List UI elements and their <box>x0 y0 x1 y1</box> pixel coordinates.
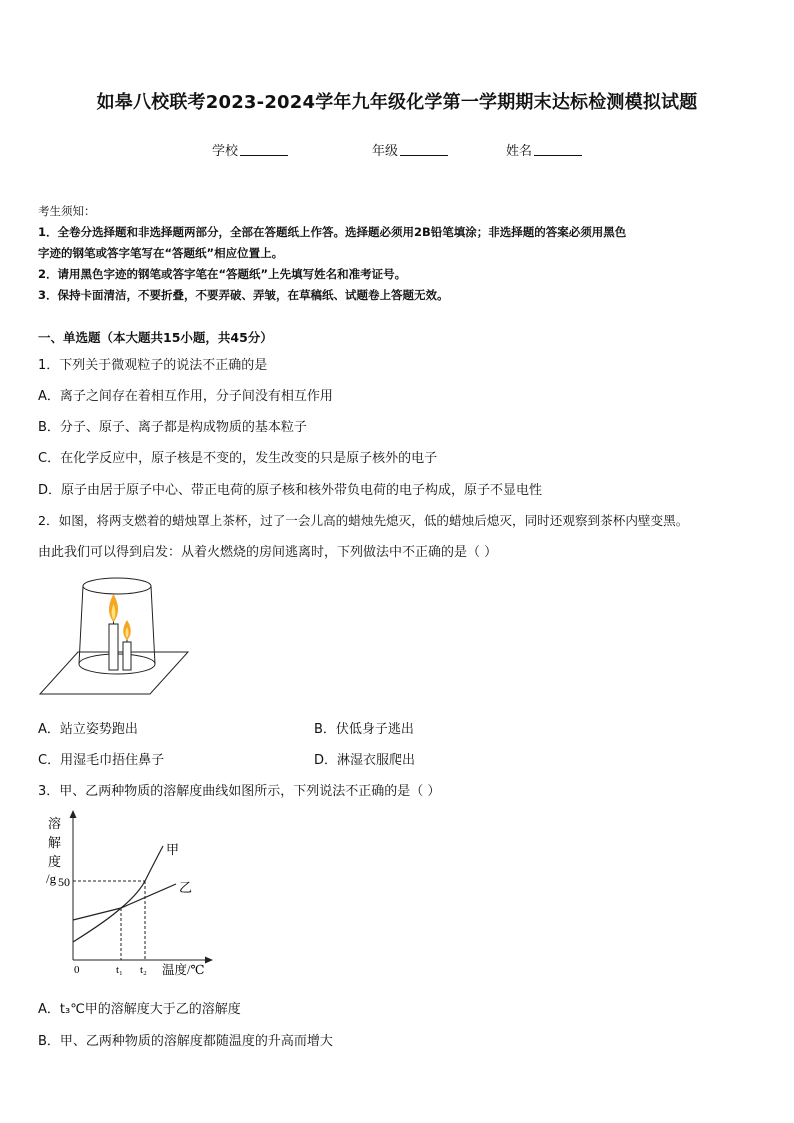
q1-option-c: C．在化学反应中，原子核是不变的，发生改变的只是原子核外的电子 <box>38 451 438 466</box>
y-label-unit: /g <box>46 871 57 886</box>
y-label-char-1: 溶 <box>48 816 62 831</box>
y-label-char-3: 度 <box>48 854 62 869</box>
short-candle <box>123 642 131 670</box>
y-axis-arrow <box>70 810 77 818</box>
grade-field[interactable] <box>372 140 448 159</box>
section-heading: 一、单选题（本大题共15小题，共45分） <box>38 330 273 345</box>
school-label: 学校 <box>212 144 239 159</box>
q1-option-b: B．分子、原子、离子都是构成物质的基本粒子 <box>38 420 307 435</box>
candle-cup-figure <box>38 572 190 698</box>
notice-item-2: 2．请用黑色字迹的钢笔或答字笔在“答题纸”上先填写姓名和准考证号。 <box>38 267 407 281</box>
q1-option-a: A．离子之间存在着相互作用，分子间没有相互作用 <box>38 389 333 404</box>
y-label-char-2: 解 <box>48 835 62 850</box>
q2-stem-line-2: 由此我们可以得到启发：从着火燃烧的房间逃离时，下列做法中不正确的是（ ） <box>38 545 498 560</box>
q3-stem: 3．甲、乙两种物质的溶解度曲线如图所示，下列说法不正确的是（ ） <box>38 784 441 799</box>
x-axis-arrow <box>205 957 213 964</box>
school-blank[interactable] <box>240 143 288 156</box>
name-blank[interactable] <box>534 143 582 156</box>
q2-option-a: A．站立姿势跑出 <box>38 722 138 737</box>
t1-label: t₁ <box>116 964 123 976</box>
name-field[interactable] <box>506 140 582 159</box>
notice-item-3: 3．保持卡面清洁，不要折叠，不要弄破、弄皱，在草稿纸、试题卷上答题无效。 <box>38 288 449 302</box>
q2-stem-line-1: 2．如图，将两支燃着的蜡烛罩上茶杯，过了一会儿高的蜡烛先熄灭，低的蜡烛后熄灭，同时还观察到茶杯内壁变黑。 <box>38 513 689 528</box>
q3-option-a: A．t₃℃甲的溶解度大于乙的溶解度 <box>38 1002 241 1017</box>
curve-jia <box>73 846 163 942</box>
notice-item-1-line-2: 字迹的钢笔或答字笔写在“答题纸”相应位置上。 <box>38 246 284 260</box>
origin-label: 0 <box>74 964 80 976</box>
notice-heading: 考生须知： <box>38 204 96 218</box>
y-tick-50: 50 <box>58 875 70 889</box>
school-field[interactable] <box>212 140 288 159</box>
tall-candle <box>109 624 118 670</box>
name-label: 姓名 <box>506 144 533 159</box>
q3-option-b: B．甲、乙两种物质的溶解度都随温度的升高而增大 <box>38 1034 333 1049</box>
page-title: 如皋八校联考2023-2024学年九年级化学第一学期期末达标检测模拟试题 <box>96 92 698 113</box>
solubility-curve-figure <box>38 810 218 982</box>
q2-option-c: C．用湿毛巾捂住鼻子 <box>38 753 165 768</box>
grade-blank[interactable] <box>400 143 448 156</box>
t2-label: t₂ <box>140 964 147 976</box>
curve-yi <box>73 884 176 920</box>
q2-option-b: B．伏低身子逃出 <box>314 722 414 737</box>
q2-option-d: D．淋湿衣服爬出 <box>314 753 416 768</box>
grade-label: 年级 <box>372 144 399 159</box>
cup-rim <box>83 578 151 594</box>
series-label-yi: 乙 <box>179 880 193 895</box>
series-label-jia: 甲 <box>166 842 180 857</box>
notice-item-1-line-1: 1．全卷分选择题和非选择题两部分，全部在答题纸上作答。选择题必须用2B铅笔填涂；非选择题的答案必须用黑色 <box>38 225 627 239</box>
x-axis-label: 温度/℃ <box>162 963 205 977</box>
q1-option-d: D．原子由居于原子中心、带正电荷的原子核和核外带负电荷的电子构成，原子不显电性 <box>38 483 543 498</box>
q1-stem: 1．下列关于微观粒子的说法不正确的是 <box>38 358 268 373</box>
